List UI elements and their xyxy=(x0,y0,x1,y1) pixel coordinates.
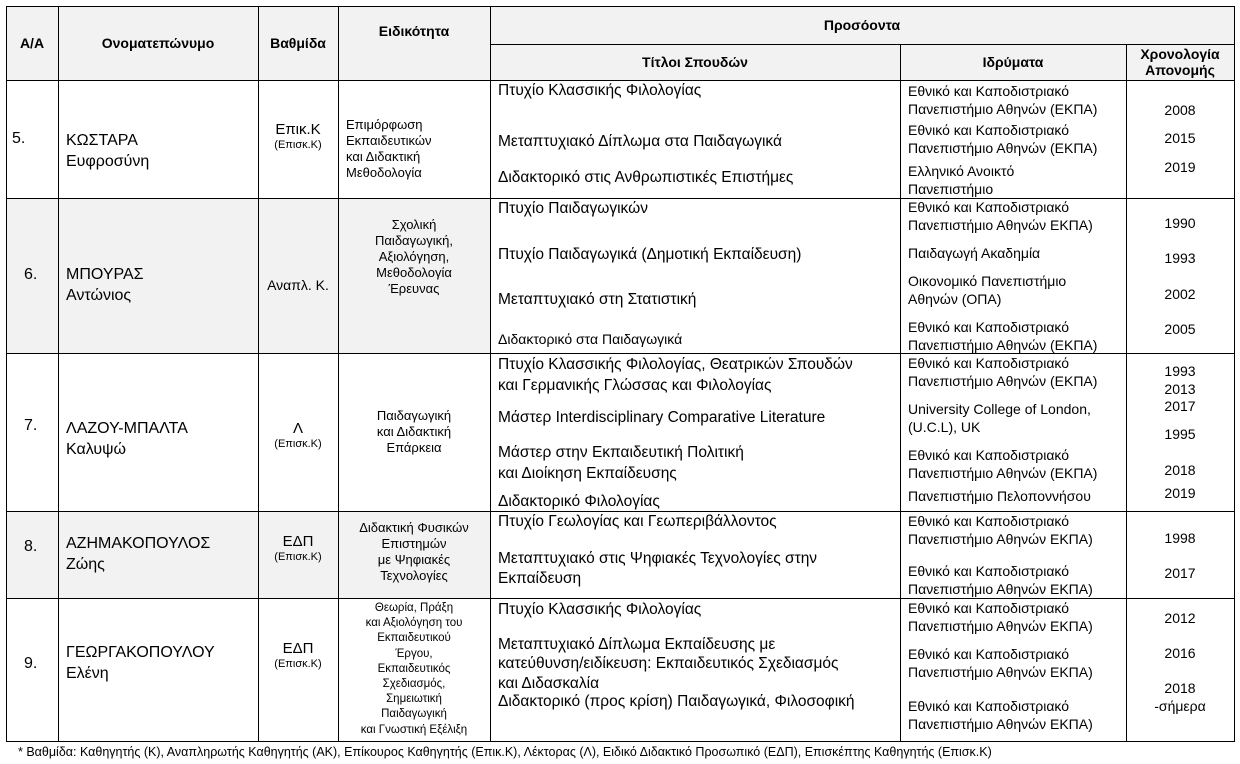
header-year-line2: Απονομής xyxy=(1145,62,1215,78)
grid-line xyxy=(6,6,7,742)
header-year xyxy=(1126,44,1234,80)
specialty-line: Σημειωτική xyxy=(386,693,442,706)
row-number: 9. xyxy=(24,655,38,672)
specialty-line: και Αξιολόγηση του xyxy=(365,617,463,630)
degree-title: Μεταπτυχιακό στη Στατιστική xyxy=(498,291,697,308)
institution xyxy=(908,244,1040,262)
surname: ΚΩΣΤΑΡΑ xyxy=(66,132,138,149)
specialty-line: Παιδαγωγική xyxy=(381,708,447,721)
header-grade: Βαθμίδα xyxy=(258,6,338,80)
award-year: 2019 xyxy=(1164,159,1196,175)
specialty-line: Διδακτική Φυσικών xyxy=(359,520,469,535)
award-year: 1990 xyxy=(1164,215,1196,231)
grade-sub: (Επισκ.Κ) xyxy=(274,139,322,151)
given-name: Αντώνιος xyxy=(66,287,132,304)
institution-line: Εθνικό και Καποδιστριακό xyxy=(908,698,1070,714)
specialty-line: Εκπαιδευτικού xyxy=(377,632,451,645)
specialty xyxy=(340,601,488,738)
award-year: 2005 xyxy=(1164,321,1196,337)
footnote: * Βαθμίδα: Καθηγητής (Κ), Αναπληρωτής Καθηγητής (ΑΚ), Επίκουρος Καθηγητής (Επικ.Κ), Λέκτορας (Λ), Ειδικό Διδακτικό Προσωπικό (ΕΔΠ), Επισκέπτης Καθηγητής (Επισκ.Κ) xyxy=(18,745,992,759)
grid-line xyxy=(490,6,491,742)
institution xyxy=(908,162,1014,198)
award-year: 2013 xyxy=(1164,381,1196,397)
grid-line xyxy=(1126,44,1127,742)
award-year: 1993 xyxy=(1164,250,1196,266)
degree-title: και Γερμανικής Γλώσσας και Φιλολογίας xyxy=(498,377,772,394)
award-year: 1995 xyxy=(1164,426,1196,442)
grade xyxy=(258,276,338,294)
surname: ΜΠΟΥΡΑΣ xyxy=(66,266,144,283)
specialty-line: Τεχνολογίες xyxy=(380,568,448,583)
specialty-line: Μεθοδολογία xyxy=(376,265,452,280)
specialty xyxy=(340,217,488,297)
institution xyxy=(908,446,1097,482)
institution-line: Πανεπιστήμιο Αθηνών ΕΚΠΑ) xyxy=(908,716,1093,732)
institution-line: Πανεπιστήμιο Αθηνών ΕΚΠΑ) xyxy=(908,581,1093,597)
person-name xyxy=(66,130,149,172)
institution-line: Πανεπιστήμιο Αθηνών (ΕΚΠΑ) xyxy=(908,337,1098,353)
degree-title: Μεταπτυχιακό Δίπλωμα στα Παιδαγωγικά xyxy=(498,133,782,150)
grade-label: Επικ.Κ xyxy=(275,121,321,138)
person-name xyxy=(66,418,188,460)
grid-line xyxy=(490,44,1235,45)
grade-label: Αναπλ. Κ. xyxy=(267,277,329,293)
institution-line: Οικονομικό Πανεπιστήμιο xyxy=(908,273,1067,289)
institution xyxy=(908,487,1091,505)
person-name xyxy=(66,533,210,575)
given-name: Καλυψώ xyxy=(66,441,126,458)
institution-line: Εθνικό και Καποδιστριακό xyxy=(908,513,1070,529)
row-number: 8. xyxy=(24,538,38,555)
grade xyxy=(258,640,338,671)
specialty-line: Έργου, xyxy=(395,647,433,660)
row-number: 7. xyxy=(24,417,38,434)
institution-line: Πανεπιστήμιο Πελοποννήσου xyxy=(908,488,1091,504)
institution-line: Πανεπιστήμιο Αθηνών ΕΚΠΑ) xyxy=(908,618,1093,634)
grade-sub: (Επισκ.Κ) xyxy=(274,658,322,670)
degree-title: Διδακτορικό στις Ανθρωπιστικές Επιστήμες xyxy=(498,169,794,186)
specialty-line: Παιδαγωγική, xyxy=(375,233,453,248)
institution xyxy=(908,121,1097,157)
institution-line: Πανεπιστήμιο Αθηνών (ΕΚΠΑ) xyxy=(908,140,1098,156)
row-number: 6. xyxy=(24,266,38,283)
award-year: 2008 xyxy=(1164,102,1196,118)
institution-line: Εθνικό και Καποδιστριακό xyxy=(908,600,1070,616)
given-name: Ευφροσύνη xyxy=(66,153,150,170)
institution xyxy=(908,318,1097,354)
degree-title: Εκπαίδευση xyxy=(498,570,582,587)
award-year: 2002 xyxy=(1164,286,1196,302)
specialty-line: με Ψηφιακές xyxy=(377,552,451,567)
institution xyxy=(908,82,1097,118)
award-year: 1993 xyxy=(1164,363,1196,379)
specialty-line: Αξιολόγηση, xyxy=(378,249,450,264)
institution-line: Εθνικό και Καποδιστριακό xyxy=(908,563,1070,579)
degree-title: Μεταπτυχιακό Δίπλωμα Εκπαίδευσης με xyxy=(498,636,776,653)
surname: ΑΖΗΜΑΚΟΠΟΥΛΟΣ xyxy=(66,535,211,552)
specialty-line: και Διδακτική xyxy=(376,424,452,439)
award-year: 2017 xyxy=(1164,398,1196,414)
institution xyxy=(908,400,1091,436)
institution-line: Πανεπιστήμιο Αθηνών (ΕΚΠΑ) xyxy=(908,373,1098,389)
grade xyxy=(258,533,338,564)
institution-line: Εθνικό και Καποδιστριακό xyxy=(908,355,1070,371)
degree-title: και Διοίκηση Εκπαίδευσης xyxy=(498,465,677,482)
institution-line: Ελληνικό Ανοικτό xyxy=(908,163,1015,179)
specialty-line: και Γνωστική Εξέλιξη xyxy=(360,723,468,736)
person-name xyxy=(66,642,215,684)
specialty-line: Μεθοδολογία xyxy=(346,165,422,180)
award-year: 2019 xyxy=(1164,485,1196,501)
degree-title: και Διδασκαλία xyxy=(498,675,600,692)
grade-label: ΕΔΠ xyxy=(282,533,314,550)
specialty-line: Έρευνας xyxy=(388,281,440,296)
institution-line: Εθνικό και Καποδιστριακό xyxy=(908,319,1070,335)
degree-title: Πτυχίο Κλασσικής Φιλολογίας, Θεατρικών Σπουδών xyxy=(498,356,853,373)
degree-title: Μάστερ στην Εκπαιδευτική Πολιτική xyxy=(498,444,744,461)
specialty-line: Παιδαγωγική xyxy=(376,408,452,423)
grid-line xyxy=(258,6,259,742)
degree-title: Πτυχίο Παιδαγωγικών xyxy=(498,200,648,217)
degree-title: Διδακτορικό στα Παιδαγωγικά xyxy=(498,331,683,347)
specialty-line: Εκπαιδευτικός xyxy=(377,662,451,675)
given-name: Ζώης xyxy=(66,556,105,573)
header-institutions: Ιδρύματα xyxy=(900,44,1126,80)
degree-title: Πτυχίο Παιδαγωγικά (Δημοτική Εκπαίδευση) xyxy=(498,246,802,263)
header-qualifications: Προσόοντα xyxy=(490,6,1234,44)
institution xyxy=(908,272,1066,308)
institution-line: Πανεπιστήμιο xyxy=(908,181,994,197)
award-year: -σήμερα xyxy=(1154,698,1206,714)
header-specialty: Ειδικότητα xyxy=(338,6,490,56)
award-year: 2012 xyxy=(1164,610,1196,626)
specialty-line: Επιμόρφωση xyxy=(346,117,423,132)
institution-line: Εθνικό και Καποδιστριακό xyxy=(908,447,1070,463)
institution-line: Αθηνών (ΟΠΑ) xyxy=(908,291,1002,307)
grade xyxy=(258,121,338,152)
grid-line xyxy=(6,741,1235,742)
specialty xyxy=(340,408,488,456)
award-year: 2018 xyxy=(1164,680,1196,696)
grade xyxy=(258,420,338,451)
specialty-line: Επάρκεια xyxy=(386,440,442,455)
grid-line xyxy=(6,6,1235,7)
degree-title: Διδακτορικό Φιλολογίας xyxy=(498,493,660,510)
institution xyxy=(908,645,1093,681)
specialty-line: Σχεδιασμός, xyxy=(382,678,446,691)
specialty xyxy=(346,117,486,181)
institution-line: Εθνικό και Καποδιστριακό xyxy=(908,122,1070,138)
degree-title: Πτυχίο Γεωλογίας και Γεωπεριβάλλοντος xyxy=(498,513,777,530)
institution-line: Πανεπιστήμιο Αθηνών ΕΚΠΑ) xyxy=(908,531,1093,547)
degree-title: Μεταπτυχιακό στις Ψηφιακές Τεχνολογίες στην xyxy=(498,550,818,567)
specialty-line: και Διδακτική xyxy=(346,149,421,164)
institution xyxy=(908,198,1093,234)
degree-title: Μάστερ Interdisciplinary Comparative Literature xyxy=(498,409,826,426)
institution-line: Πανεπιστήμιο Αθηνών ΕΚΠΑ) xyxy=(908,664,1093,680)
degree-title: κατεύθυνση/ειδίκευση: Εκπαιδευτικός Σχεδιασμός xyxy=(498,655,839,672)
specialty xyxy=(340,520,488,584)
institution-line: (U.C.L), UK xyxy=(908,419,981,435)
grid-line xyxy=(338,6,339,742)
institution-line: Παιδαγωγή Ακαδημία xyxy=(908,245,1041,261)
institution-line: Εθνικό και Καποδιστριακό xyxy=(908,83,1070,99)
institution xyxy=(908,512,1093,548)
institution-line: Πανεπιστήμιο Αθηνών (ΕΚΠΑ) xyxy=(908,101,1098,117)
institution-line: Εθνικό και Καποδιστριακό xyxy=(908,646,1070,662)
grade-sub: (Επισκ.Κ) xyxy=(274,438,322,450)
specialty-line: Σχολική xyxy=(391,217,437,232)
grid-line xyxy=(900,44,901,742)
person-name xyxy=(66,264,144,306)
grid-line xyxy=(1234,6,1235,742)
degree-title: Πτυχίο Κλασσικής Φιλολογίας xyxy=(498,601,702,618)
specialty-line: Θεωρία, Πράξη xyxy=(374,602,454,614)
header-specialty-fill xyxy=(338,56,490,80)
grade-sub: (Επισκ.Κ) xyxy=(274,551,322,563)
grade-label: ΕΔΠ xyxy=(282,640,314,657)
header-name: Ονοματεπώνυμο xyxy=(58,6,258,80)
institution xyxy=(908,599,1093,635)
institution-line: Πανεπιστήμιο Αθηνών (ΕΚΠΑ) xyxy=(908,465,1098,481)
surname: ΓΕΩΡΓΑΚΟΠΟΥΛΟΥ xyxy=(66,644,215,661)
award-year: 2016 xyxy=(1164,645,1196,661)
institution xyxy=(908,697,1093,733)
award-year: 2015 xyxy=(1164,130,1196,146)
degree-title: Διδακτορικό (προς κρίση) Παιδαγωγικά, Φιλοσοφική xyxy=(498,693,855,710)
degree-title: Πτυχίο Κλασσικής Φιλολογίας xyxy=(498,82,702,99)
institution xyxy=(908,562,1093,598)
institution-line: Εθνικό και Καποδιστριακό xyxy=(908,199,1070,215)
institution-line: Πανεπιστήμιο Αθηνών ΕΚΠΑ) xyxy=(908,217,1093,233)
header-aa: Α/Α xyxy=(6,6,58,80)
row-number: 5. xyxy=(12,130,26,147)
award-year: 1998 xyxy=(1164,530,1196,546)
specialty-line: Επιστημών xyxy=(381,536,447,551)
header-degree-titles: Τίτλοι Σπουδών xyxy=(490,44,900,80)
surname: ΛΑΖΟΥ-ΜΠΑΛΤΑ xyxy=(66,420,188,437)
institution-line: University College of London, xyxy=(908,401,1091,417)
specialty-line: Εκπαιδευτικών xyxy=(346,133,432,148)
header-year-line1: Χρονολογία xyxy=(1140,46,1220,62)
given-name: Ελένη xyxy=(66,665,109,682)
institution xyxy=(908,354,1097,390)
award-year: 2018 xyxy=(1164,462,1196,478)
grid-line xyxy=(58,6,59,742)
award-year: 2017 xyxy=(1164,565,1196,581)
grade-label: Λ xyxy=(292,420,304,437)
